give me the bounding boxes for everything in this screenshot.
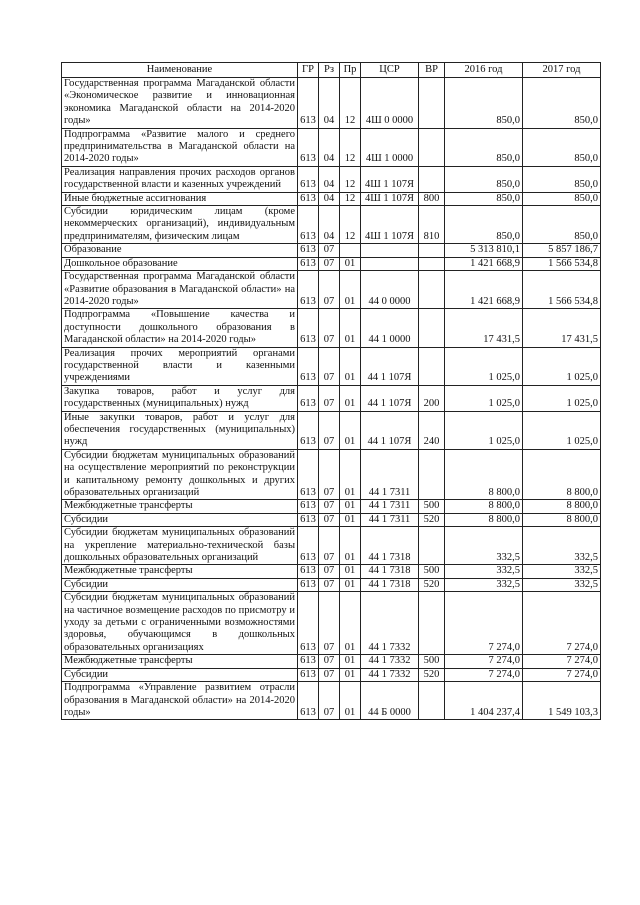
table-row	[62, 166, 601, 192]
cell-pr: 01	[340, 592, 361, 655]
cell-csr: 44 1 7311	[361, 513, 419, 526]
cell-2017: 850,0	[523, 206, 601, 244]
header-rz: Рз	[319, 63, 340, 78]
cell-2016: 1 421 668,9	[445, 271, 523, 309]
table-row	[62, 257, 601, 270]
cell-2017: 1 025,0	[523, 347, 601, 385]
table-row	[62, 578, 601, 591]
table-row	[62, 411, 601, 449]
cell-name: Субсидии	[62, 668, 298, 681]
cell-csr: 44 0 0000	[361, 271, 419, 309]
cell-vr: 520	[419, 513, 445, 526]
cell-2016: 5 313 810,1	[445, 244, 523, 257]
cell-rz: 07	[319, 257, 340, 270]
cell-pr: 01	[340, 668, 361, 681]
cell-vr	[419, 78, 445, 129]
cell-csr: 44 1 0000	[361, 309, 419, 347]
cell-csr: 4Ш 1 107Я	[361, 192, 419, 205]
cell-2016: 1 025,0	[445, 347, 523, 385]
cell-rz: 07	[319, 513, 340, 526]
table-row	[62, 682, 601, 720]
cell-2017: 7 274,0	[523, 668, 601, 681]
table-row	[62, 385, 601, 411]
cell-csr: 44 1 107Я	[361, 385, 419, 411]
cell-gr: 613	[298, 166, 319, 192]
cell-vr: 520	[419, 578, 445, 591]
cell-name: Дошкольное образование	[62, 257, 298, 270]
cell-gr: 613	[298, 513, 319, 526]
cell-csr: 44 1 7318	[361, 527, 419, 565]
table-row	[62, 565, 601, 578]
table-row	[62, 128, 601, 166]
cell-pr: 01	[340, 257, 361, 270]
cell-pr: 01	[340, 411, 361, 449]
header-row	[62, 63, 601, 78]
cell-gr: 613	[298, 257, 319, 270]
cell-2016: 332,5	[445, 565, 523, 578]
cell-name: Субсидии юридическим лицам (кроме некоммерческих организаций), индивидуальным предпринимателям, физическим лицам	[62, 206, 298, 244]
cell-2017: 850,0	[523, 128, 601, 166]
cell-name: Образование	[62, 244, 298, 257]
cell-2016: 8 800,0	[445, 449, 523, 500]
cell-pr: 01	[340, 682, 361, 720]
table-row	[62, 513, 601, 526]
cell-2017: 7 274,0	[523, 655, 601, 668]
cell-2017: 8 800,0	[523, 449, 601, 500]
table-row	[62, 271, 601, 309]
cell-pr: 12	[340, 128, 361, 166]
cell-2016: 1 404 237,4	[445, 682, 523, 720]
cell-pr: 01	[340, 309, 361, 347]
cell-gr: 613	[298, 309, 319, 347]
cell-pr: 01	[340, 449, 361, 500]
cell-2016: 8 800,0	[445, 513, 523, 526]
cell-gr: 613	[298, 565, 319, 578]
cell-2017: 1 549 103,3	[523, 682, 601, 720]
cell-2016: 7 274,0	[445, 655, 523, 668]
cell-csr: 44 1 7311	[361, 449, 419, 500]
cell-rz: 07	[319, 411, 340, 449]
cell-vr	[419, 527, 445, 565]
cell-csr: 4Ш 1 0000	[361, 128, 419, 166]
cell-2016: 850,0	[445, 128, 523, 166]
cell-rz: 04	[319, 128, 340, 166]
cell-rz: 07	[319, 309, 340, 347]
cell-2017: 332,5	[523, 578, 601, 591]
table-row	[62, 78, 601, 129]
cell-name: Межбюджетные трансферты	[62, 500, 298, 513]
cell-rz: 07	[319, 500, 340, 513]
cell-rz: 04	[319, 78, 340, 129]
cell-name: Субсидии бюджетам муниципальных образований на осуществление мероприятий по реконструкции и капитальному ремонту дошкольных и других образовательных организаций	[62, 449, 298, 500]
cell-gr: 613	[298, 78, 319, 129]
header-2016: 2016 год	[445, 63, 523, 78]
cell-name: Подпрограмма «Управление развитием отрасли образования в Магаданской области» на 2014-2020 годы»	[62, 682, 298, 720]
cell-rz: 07	[319, 347, 340, 385]
cell-csr: 44 1 7311	[361, 500, 419, 513]
cell-2017: 850,0	[523, 166, 601, 192]
cell-2016: 850,0	[445, 192, 523, 205]
cell-pr: 12	[340, 78, 361, 129]
cell-name: Закупка товаров, работ и услуг для государственных (муниципальных) нужд	[62, 385, 298, 411]
cell-vr: 810	[419, 206, 445, 244]
cell-pr: 01	[340, 513, 361, 526]
cell-vr: 520	[419, 668, 445, 681]
cell-vr	[419, 592, 445, 655]
cell-2016: 850,0	[445, 206, 523, 244]
cell-2017: 1 566 534,8	[523, 257, 601, 270]
cell-pr: 01	[340, 655, 361, 668]
cell-2017: 7 274,0	[523, 592, 601, 655]
cell-csr: 44 1 7332	[361, 668, 419, 681]
header-gr: ГР	[298, 63, 319, 78]
table-row	[62, 655, 601, 668]
cell-csr: 44 1 7332	[361, 592, 419, 655]
cell-2017: 332,5	[523, 527, 601, 565]
cell-gr: 613	[298, 655, 319, 668]
cell-2016: 7 274,0	[445, 592, 523, 655]
cell-vr: 500	[419, 500, 445, 513]
cell-vr: 240	[419, 411, 445, 449]
cell-2016: 332,5	[445, 578, 523, 591]
cell-name: Субсидии	[62, 578, 298, 591]
cell-rz: 07	[319, 682, 340, 720]
cell-name: Межбюджетные трансферты	[62, 655, 298, 668]
cell-gr: 613	[298, 206, 319, 244]
cell-name: Иные закупки товаров, работ и услуг для обеспечения государственных (муниципальных) нужд	[62, 411, 298, 449]
cell-rz: 07	[319, 592, 340, 655]
cell-gr: 613	[298, 271, 319, 309]
cell-csr: 44 1 7332	[361, 655, 419, 668]
cell-csr: 4Ш 0 0000	[361, 78, 419, 129]
cell-pr: 01	[340, 500, 361, 513]
cell-rz: 07	[319, 668, 340, 681]
cell-vr: 200	[419, 385, 445, 411]
budget-table	[61, 62, 601, 720]
cell-vr	[419, 682, 445, 720]
cell-2017: 5 857 186,7	[523, 244, 601, 257]
header-2017: 2017 год	[523, 63, 601, 78]
cell-name: Субсидии	[62, 513, 298, 526]
cell-gr: 613	[298, 128, 319, 166]
cell-rz: 07	[319, 565, 340, 578]
cell-2017: 1 025,0	[523, 411, 601, 449]
cell-2017: 1 025,0	[523, 385, 601, 411]
header-name: Наименование	[62, 63, 298, 78]
cell-gr: 613	[298, 682, 319, 720]
cell-name: Подпрограмма «Развитие малого и среднего предпринимательства в Магаданской области на 2014-2020 годы»	[62, 128, 298, 166]
cell-2017: 8 800,0	[523, 500, 601, 513]
cell-rz: 07	[319, 578, 340, 591]
cell-csr	[361, 244, 419, 257]
cell-vr	[419, 309, 445, 347]
cell-pr: 12	[340, 192, 361, 205]
table-row	[62, 500, 601, 513]
cell-gr: 613	[298, 500, 319, 513]
cell-gr: 613	[298, 411, 319, 449]
header-csr: ЦСР	[361, 63, 419, 78]
table-row	[62, 192, 601, 205]
cell-vr: 800	[419, 192, 445, 205]
cell-csr: 44 1 107Я	[361, 411, 419, 449]
cell-vr	[419, 347, 445, 385]
cell-vr	[419, 271, 445, 309]
cell-gr: 613	[298, 668, 319, 681]
cell-vr: 500	[419, 565, 445, 578]
cell-gr: 613	[298, 192, 319, 205]
cell-rz: 07	[319, 244, 340, 257]
cell-csr: 44 1 7318	[361, 565, 419, 578]
cell-name: Субсидии бюджетам муниципальных образований на укрепление материально-технической базы дошкольных образовательных организаций	[62, 527, 298, 565]
header-pr: Пр	[340, 63, 361, 78]
cell-gr: 613	[298, 592, 319, 655]
cell-name: Межбюджетные трансферты	[62, 565, 298, 578]
cell-2016: 332,5	[445, 527, 523, 565]
cell-rz: 04	[319, 206, 340, 244]
cell-rz: 07	[319, 527, 340, 565]
cell-2016: 1 025,0	[445, 411, 523, 449]
cell-name: Реализация направления прочих расходов органов государственной власти и казенных учреждений	[62, 166, 298, 192]
cell-2016: 850,0	[445, 166, 523, 192]
cell-gr: 613	[298, 527, 319, 565]
cell-rz: 04	[319, 192, 340, 205]
cell-pr: 12	[340, 206, 361, 244]
cell-2017: 1 566 534,8	[523, 271, 601, 309]
cell-pr: 01	[340, 527, 361, 565]
table-row	[62, 527, 601, 565]
cell-2016: 17 431,5	[445, 309, 523, 347]
cell-gr: 613	[298, 347, 319, 385]
cell-gr: 613	[298, 449, 319, 500]
cell-csr: 4Ш 1 107Я	[361, 166, 419, 192]
table-body	[62, 78, 601, 720]
table-row	[62, 449, 601, 500]
cell-pr	[340, 244, 361, 257]
cell-gr: 613	[298, 385, 319, 411]
cell-name: Подпрограмма «Повышение качества и доступности дошкольного образования в Магаданской области» на 2014-2020 годы»	[62, 309, 298, 347]
cell-vr	[419, 128, 445, 166]
cell-2017: 332,5	[523, 565, 601, 578]
cell-csr: 44 Б 0000	[361, 682, 419, 720]
cell-vr	[419, 257, 445, 270]
cell-2017: 850,0	[523, 78, 601, 129]
cell-name: Государственная программа Магаданской области «Экономическое развитие и инновационная экономика Магаданской области на 2014-2020 годы»	[62, 78, 298, 129]
cell-2016: 8 800,0	[445, 500, 523, 513]
cell-name: Реализация прочих мероприятий органами государственной власти и казенными учреждениями	[62, 347, 298, 385]
cell-pr: 01	[340, 385, 361, 411]
cell-2016: 1 025,0	[445, 385, 523, 411]
table-row	[62, 244, 601, 257]
cell-rz: 04	[319, 166, 340, 192]
cell-csr: 44 1 107Я	[361, 347, 419, 385]
cell-pr: 01	[340, 347, 361, 385]
cell-2016: 7 274,0	[445, 668, 523, 681]
cell-vr	[419, 244, 445, 257]
table-row	[62, 206, 601, 244]
cell-2017: 8 800,0	[523, 513, 601, 526]
cell-name: Иные бюджетные ассигнования	[62, 192, 298, 205]
cell-pr: 01	[340, 565, 361, 578]
cell-gr: 613	[298, 244, 319, 257]
cell-2017: 850,0	[523, 192, 601, 205]
cell-csr	[361, 257, 419, 270]
cell-rz: 07	[319, 271, 340, 309]
table-row	[62, 668, 601, 681]
cell-csr: 44 1 7318	[361, 578, 419, 591]
cell-rz: 07	[319, 385, 340, 411]
cell-gr: 613	[298, 578, 319, 591]
cell-rz: 07	[319, 655, 340, 668]
table-row	[62, 347, 601, 385]
cell-vr	[419, 166, 445, 192]
cell-name: Субсидии бюджетам муниципальных образований на частичное возмещение расходов по присмотру и уходу за детьми с ограниченными возможностями здоровья, обучающимся в дошкольных образовательных организациях	[62, 592, 298, 655]
cell-2016: 1 421 668,9	[445, 257, 523, 270]
table-row	[62, 309, 601, 347]
header-vr: ВР	[419, 63, 445, 78]
cell-vr	[419, 449, 445, 500]
cell-csr: 4Ш 1 107Я	[361, 206, 419, 244]
cell-pr: 01	[340, 578, 361, 591]
cell-rz: 07	[319, 449, 340, 500]
cell-pr: 12	[340, 166, 361, 192]
cell-vr: 500	[419, 655, 445, 668]
table-row	[62, 592, 601, 655]
cell-pr: 01	[340, 271, 361, 309]
cell-name: Государственная программа Магаданской области «Развитие образования в Магаданской области» на 2014-2020 годы»	[62, 271, 298, 309]
cell-2016: 850,0	[445, 78, 523, 129]
cell-2017: 17 431,5	[523, 309, 601, 347]
